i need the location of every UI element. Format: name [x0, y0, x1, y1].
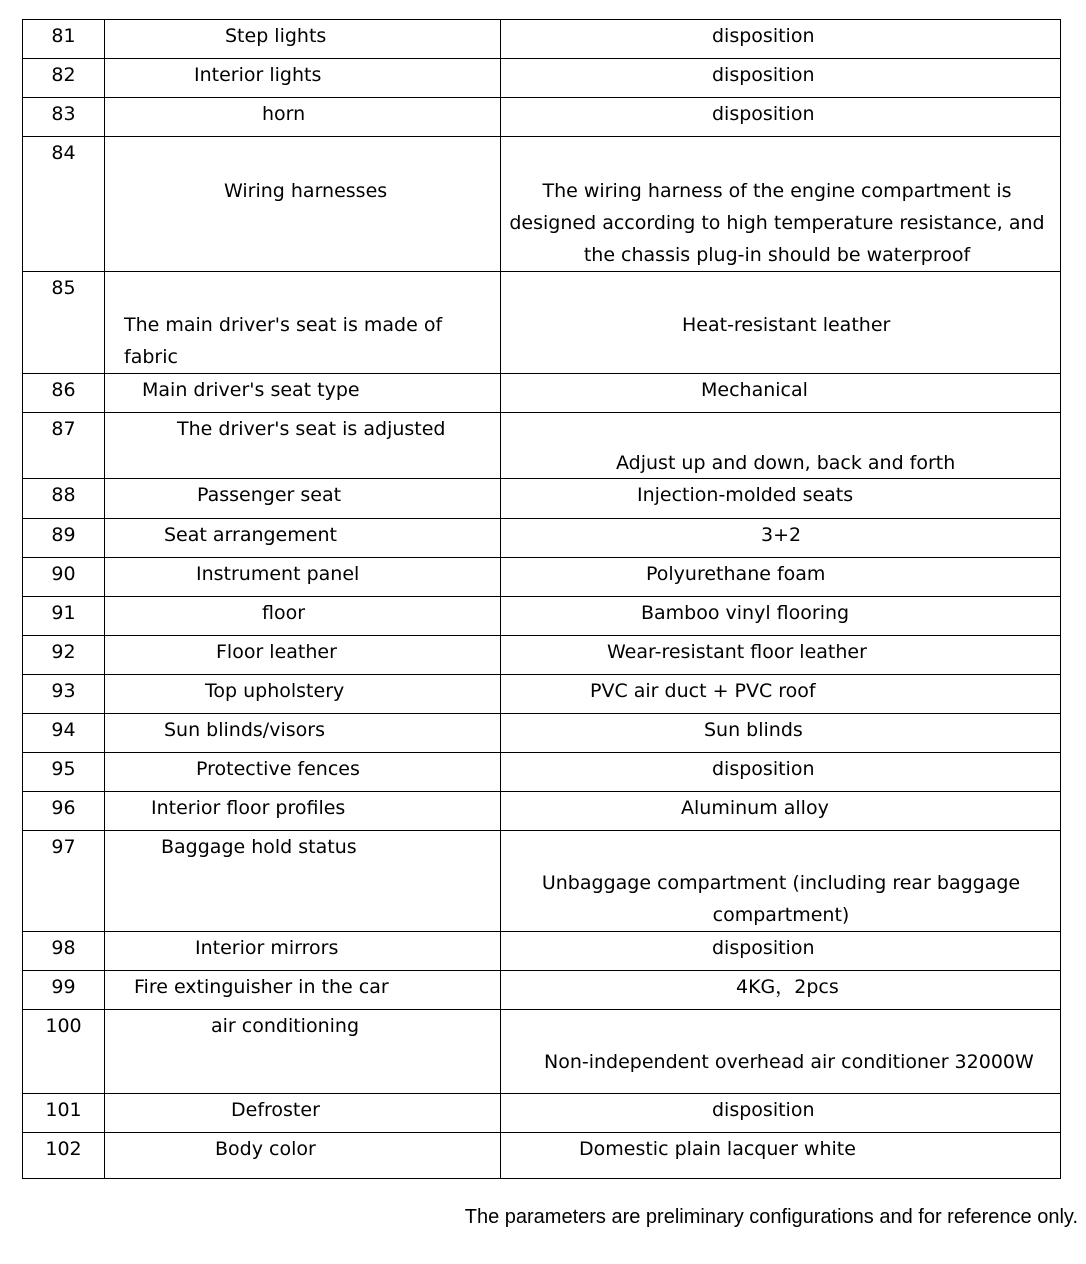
spec-text: Bamboo vinyl flooring [641, 602, 850, 624]
item-cell [105, 597, 501, 636]
item-text: Protective fences [196, 758, 360, 780]
table-row [23, 558, 1061, 597]
item-cell [105, 675, 501, 714]
item-cell [105, 479, 501, 519]
row-number: 95 [23, 753, 105, 792]
item-cell [105, 519, 501, 558]
spec-text: Adjust up and down, back and forth [616, 452, 956, 474]
item-text: Fire extinguisher in the car [134, 976, 389, 998]
item-cell [105, 272, 501, 374]
table-row [23, 20, 1061, 59]
spec-text: Polyurethane foam [646, 563, 826, 585]
table-row [23, 98, 1061, 137]
row-number: 99 [23, 971, 105, 1010]
row-number: 101 [23, 1094, 105, 1133]
row-number: 92 [23, 636, 105, 675]
row-number: 86 [23, 374, 105, 413]
item-text: Main driver's seat type [142, 379, 360, 401]
spec-cell [501, 479, 1061, 519]
spec-text: Mechanical [701, 379, 808, 401]
spec-cell [501, 636, 1061, 675]
table-row [23, 597, 1061, 636]
item-text: Passenger seat [197, 484, 342, 506]
row-number: 97 [23, 831, 105, 932]
spec-cell [501, 272, 1061, 374]
spec-text: disposition [712, 103, 815, 125]
spec-cell [501, 831, 1061, 932]
item-cell [105, 137, 501, 272]
item-cell [105, 636, 501, 675]
item-cell [105, 1010, 501, 1094]
item-text: Wiring harnesses [224, 180, 388, 202]
spec-text: disposition [712, 1099, 815, 1121]
table-row [23, 413, 1061, 479]
row-number: 100 [23, 1010, 105, 1094]
item-text: floor [262, 602, 306, 624]
table-row [23, 831, 1061, 932]
item-text: Interior floor profiles [151, 797, 346, 819]
spec-text: The wiring harness of the engine compartment is designed according to high temperature resistance, and the chassis plug-in should be waterproof [509, 180, 1045, 266]
spec-text: 4KG，2pcs [736, 976, 839, 998]
spec-text: disposition [712, 25, 815, 47]
item-text: Floor leather [216, 641, 337, 663]
spec-text: Unbaggage compartment (including rear baggage compartment) [541, 872, 1021, 926]
spec-cell [501, 1010, 1061, 1094]
item-text: Body color [215, 1138, 316, 1160]
spec-text: 3+2 [761, 524, 802, 546]
item-text: Step lights [225, 25, 327, 47]
spec-text: disposition [712, 64, 815, 86]
spec-cell [501, 1094, 1061, 1133]
table-row [23, 675, 1061, 714]
spec-cell [501, 753, 1061, 792]
item-cell [105, 753, 501, 792]
row-number: 82 [23, 59, 105, 98]
row-number: 81 [23, 20, 105, 59]
row-number: 102 [23, 1133, 105, 1179]
spec-cell [501, 597, 1061, 636]
spec-cell [501, 714, 1061, 753]
row-number: 93 [23, 675, 105, 714]
table-row [23, 479, 1061, 519]
table-row [23, 1010, 1061, 1094]
spec-text: disposition [712, 937, 815, 959]
spec-text: Domestic plain lacquer white [579, 1138, 856, 1160]
table-row [23, 519, 1061, 558]
table-row [23, 59, 1061, 98]
item-cell [105, 1133, 501, 1179]
row-number: 84 [23, 137, 105, 272]
spec-cell [501, 374, 1061, 413]
item-cell [105, 558, 501, 597]
spec-cell [501, 1133, 1061, 1179]
spec-cell [501, 971, 1061, 1010]
row-number: 91 [23, 597, 105, 636]
item-cell [105, 20, 501, 59]
item-cell [105, 971, 501, 1010]
item-cell [105, 932, 501, 971]
item-cell [105, 98, 501, 137]
spec-text: disposition [712, 758, 815, 780]
item-text: The main driver's seat is made of fabric [124, 314, 443, 368]
row-number: 87 [23, 413, 105, 479]
table-row [23, 1094, 1061, 1133]
row-number: 89 [23, 519, 105, 558]
spec-cell [501, 59, 1061, 98]
spec-cell [501, 675, 1061, 714]
item-cell [105, 792, 501, 831]
table-row [23, 971, 1061, 1010]
spec-cell [501, 137, 1061, 272]
spec-text: PVC air duct + PVC roof [590, 680, 816, 702]
table-row [23, 137, 1061, 272]
row-number: 88 [23, 479, 105, 519]
item-cell [105, 413, 501, 479]
item-text: air conditioning [211, 1015, 360, 1037]
spec-cell [501, 558, 1061, 597]
row-number: 94 [23, 714, 105, 753]
item-text: The driver's seat is adjusted [177, 418, 446, 440]
spec-text: Aluminum alloy [681, 797, 829, 819]
item-text: Interior lights [194, 64, 322, 86]
item-cell [105, 1094, 501, 1133]
row-number: 90 [23, 558, 105, 597]
spec-text: Wear-resistant floor leather [607, 641, 867, 663]
item-cell [105, 831, 501, 932]
table-row [23, 636, 1061, 675]
spec-cell [501, 519, 1061, 558]
row-number: 85 [23, 272, 105, 374]
table-row [23, 1133, 1061, 1179]
item-cell [105, 374, 501, 413]
spec-cell [501, 413, 1061, 479]
item-text: Instrument panel [196, 563, 360, 585]
row-number: 98 [23, 932, 105, 971]
item-text: Sun blinds/visors [164, 719, 325, 741]
item-cell [105, 714, 501, 753]
row-number: 96 [23, 792, 105, 831]
item-text: Defroster [231, 1099, 320, 1121]
table-row [23, 272, 1061, 374]
spec-text: Injection-molded seats [637, 484, 854, 506]
table-row [23, 792, 1061, 831]
table-row [23, 932, 1061, 971]
spec-cell [501, 20, 1061, 59]
row-number: 83 [23, 98, 105, 137]
spec-table [22, 19, 1061, 1179]
item-text: Interior mirrors [195, 937, 339, 959]
item-text: Seat arrangement [164, 524, 337, 546]
table-row [23, 714, 1061, 753]
table-row [23, 374, 1061, 413]
spec-text: Sun blinds [704, 719, 803, 741]
spec-text: Heat-resistant leather [682, 314, 891, 336]
footnote: The parameters are preliminary configurations and for reference only. [464, 1206, 1078, 1228]
item-text: Baggage hold status [161, 836, 357, 858]
spec-text: Non-independent overhead air conditioner 32000W [544, 1051, 1034, 1073]
spec-cell [501, 932, 1061, 971]
table-row [23, 753, 1061, 792]
item-cell [105, 59, 501, 98]
item-text: horn [262, 103, 306, 125]
item-text: Top upholstery [205, 680, 345, 702]
spec-cell [501, 98, 1061, 137]
spec-cell [501, 792, 1061, 831]
